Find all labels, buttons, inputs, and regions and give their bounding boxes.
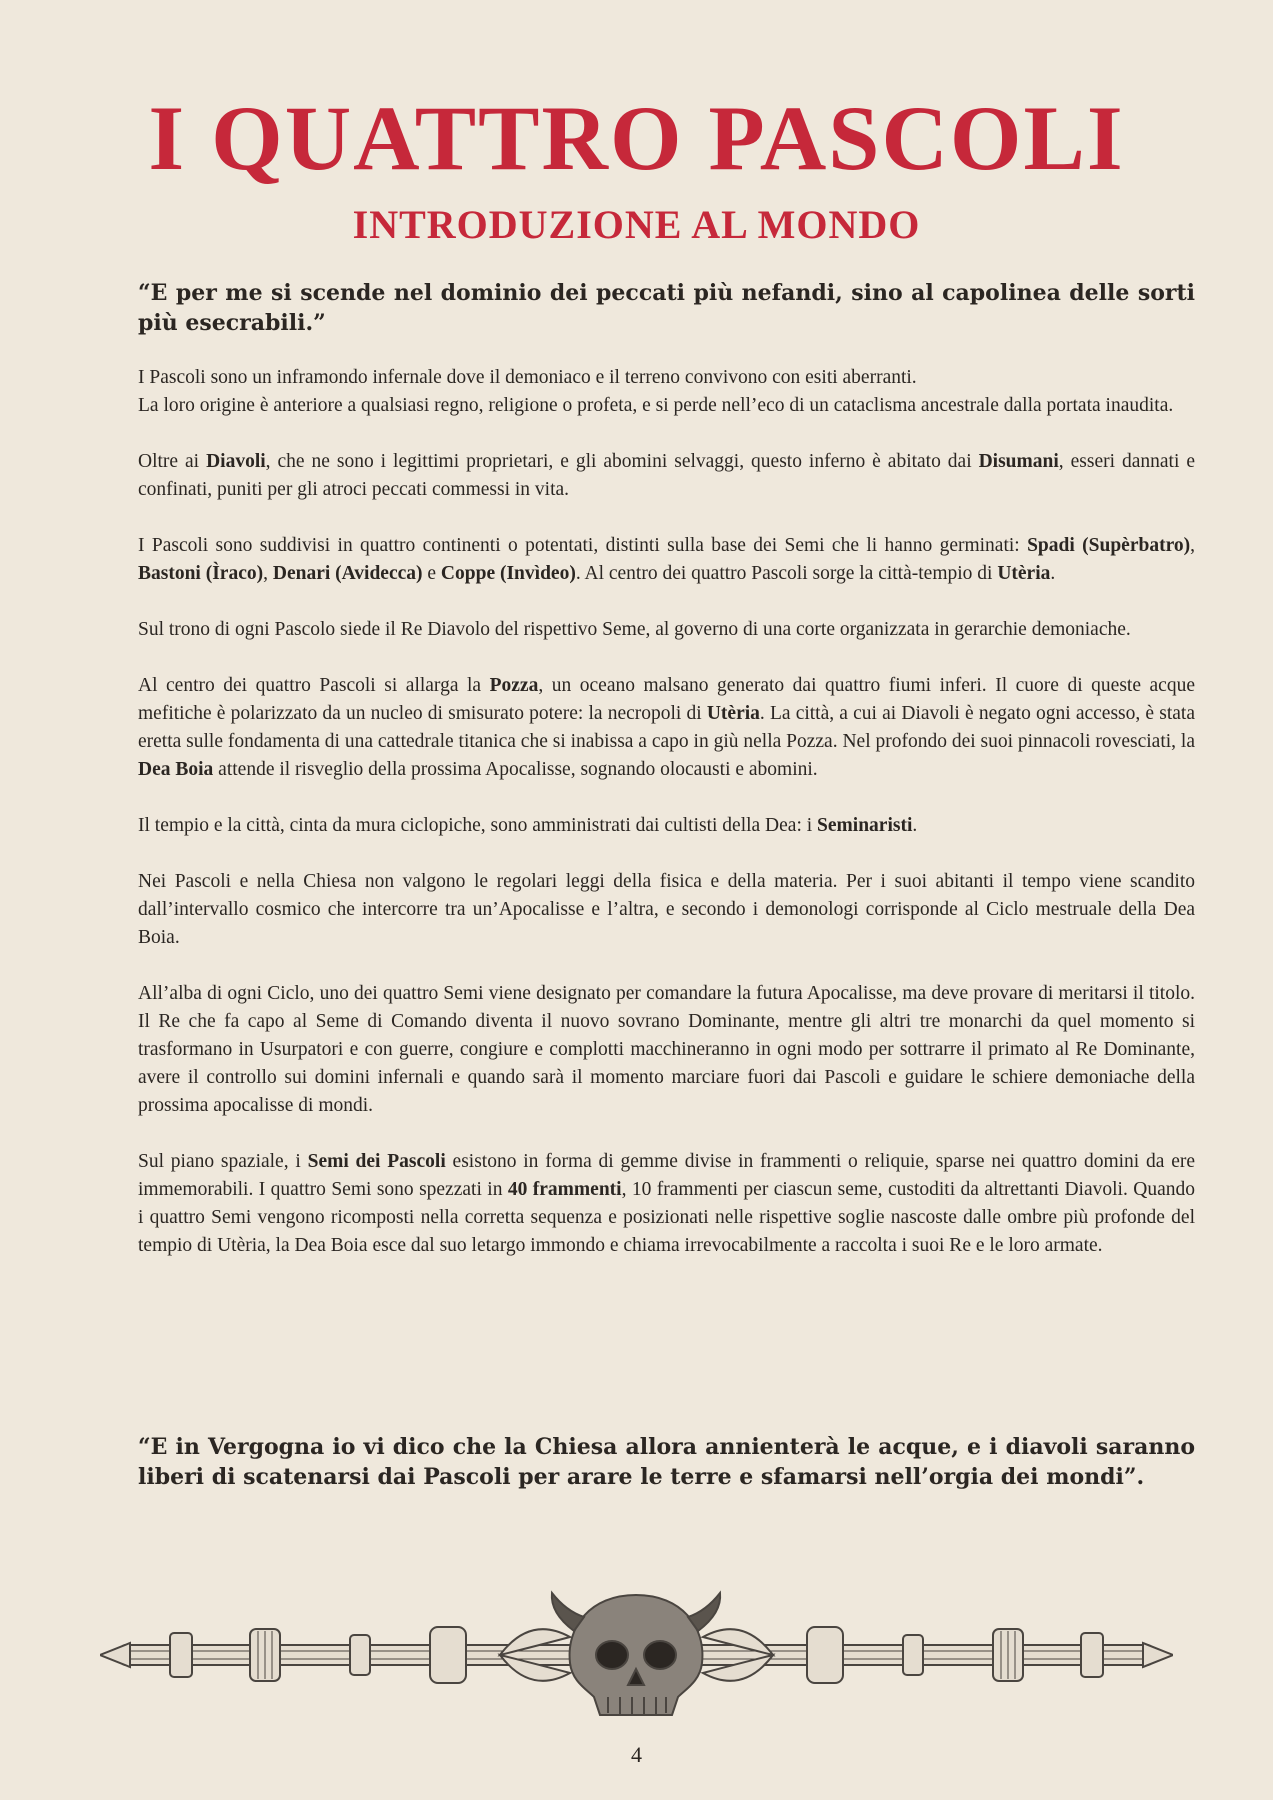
text-run: La loro origine è anteriore a qualsiasi regno, religione o profeta, e si perde nell’eco di un cataclisma ancestrale dalla portata inaudita. bbox=[138, 395, 1174, 416]
page-title: I QUATTRO PASCOLI bbox=[148, 87, 1125, 189]
text-run: Al centro dei quattro Pascoli si allarga la bbox=[138, 675, 490, 696]
bold-term: Utèria bbox=[997, 563, 1051, 584]
bold-term: Semi dei Pascoli bbox=[307, 1151, 446, 1172]
text-run: . La città, a cui ai Diavoli è negato ogni accesso, è stata eretta sulle fondamenta di una cattedrale titanica che si inabissa a capo in giù nella Pozza. Nel profondo dei suoi pinnacoli rovesciati, la bbox=[138, 703, 1195, 752]
bold-term: Seminaristi bbox=[817, 815, 913, 836]
bold-term: Pozza bbox=[489, 675, 539, 696]
body-paragraph bbox=[138, 672, 1195, 784]
page-number: 4 bbox=[631, 1742, 642, 1767]
text-run: I Pascoli sono un inframondo infernale dove il demoniaco e il terreno convivono con esiti aberranti. bbox=[138, 367, 917, 388]
body-paragraph bbox=[138, 532, 1195, 588]
text-run: attende il risveglio della prossima Apocalisse, sognando olocausti e abomini. bbox=[213, 759, 818, 780]
bold-term: Bastoni (Ìraco) bbox=[138, 563, 264, 584]
text-run: . bbox=[1050, 563, 1056, 584]
text-run: , esseri dannati e confinati, puniti per gli atroci peccati commessi in vita. bbox=[138, 451, 1195, 500]
bold-term: Spadi (Supèrbatro) bbox=[1027, 535, 1191, 556]
text-run: , bbox=[1190, 535, 1195, 556]
text-run: , che ne sono i legittimi proprietari, e gli abomini selvaggi, questo inferno è abitato dai bbox=[265, 451, 979, 472]
bold-term: Utèria bbox=[706, 703, 760, 724]
bold-term: 40 frammenti bbox=[507, 1179, 622, 1200]
text-run: I Pascoli sono suddivisi in quattro continenti o potentati, distinti sulla base dei Semi che li hanno germinati: bbox=[138, 535, 1028, 556]
body-paragraph bbox=[138, 616, 1195, 644]
bold-term: Denari (Avidecca) bbox=[272, 563, 423, 584]
text-run: Sul trono di ogni Pascolo siede il Re Diavolo del rispettivo Seme, al governo di una corte organizzata in gerarchie demoniache. bbox=[138, 619, 1131, 640]
body-paragraph bbox=[138, 812, 1195, 840]
closing-quote: “E in Vergogna io vi dico che la Chiesa allora annienterà le acque, e i diavoli saranno liberi di scatenarsi dai Pascoli per arare le terre e sfamarsi nell’orgia dei mondi”. bbox=[138, 1434, 1195, 1490]
text-run: , bbox=[263, 563, 273, 584]
bold-term: Diavoli bbox=[206, 451, 266, 472]
bold-term: Coppe (Invìdeo) bbox=[440, 563, 576, 584]
bold-term: Disumani bbox=[978, 451, 1059, 472]
text-run: Oltre ai bbox=[138, 451, 207, 472]
text-run: Sul piano spaziale, i bbox=[138, 1151, 308, 1172]
skull-staff-ornament-icon bbox=[100, 1585, 1173, 1725]
text-run: . bbox=[912, 815, 918, 836]
body-paragraph bbox=[138, 364, 1195, 420]
text-run: . Al centro dei quattro Pascoli sorge la città-tempio di bbox=[575, 563, 998, 584]
text-run: , 10 frammenti per ciascun seme, custoditi da altrettanti Diavoli. Quando i quattro Semi vengono ricomposti nella corretta sequenza e posizionati nelle rispettive soglie nascoste dalle ombre più profonde del tempio di Utèria, la Dea Boia esce dal suo letargo immondo e chiama irrevocabilmente a raccolta i suoi Re e le loro armate. bbox=[138, 1179, 1195, 1256]
text-run: All’alba di ogni Ciclo, uno dei quattro Semi viene designato per comandare la futura Apocalisse, ma deve provare di meritarsi il titolo. Il Re che fa capo al Seme di Comando diventa il nuovo sovrano Dominante, mentre gli altri tre monarchi da quel momento si trasformano in Usurpatori e con guerre, congiure e complotti macchineranno in ogni modo per sottrarre il primato al Re Dominante, avere il controllo sui domini infernali e quando sarà il momento marciare fuori dai Pascoli e guidare le schiere demoniache della prossima apocalisse di mondi. bbox=[138, 983, 1195, 1116]
body-paragraph bbox=[138, 448, 1195, 504]
page-subtitle: INTRODUZIONE AL MONDO bbox=[352, 202, 921, 247]
text-run: esistono in forma di gemme divise in frammenti o reliquie, sparse nei quattro domini da ere immemorabili. I quattro Semi sono spezzati in bbox=[138, 1151, 1195, 1200]
text-run: Il tempio e la città, cinta da mura ciclopiche, sono amministrati dai cultisti della Dea: i bbox=[138, 815, 818, 836]
body-text bbox=[138, 364, 1195, 1288]
text-run: , un oceano malsano generato dai quattro fiumi inferi. Il cuore di queste acque mefitiche è polarizzato da un nucleo di smisurato potere: la necropoli di bbox=[138, 675, 1195, 724]
body-paragraph bbox=[138, 1148, 1195, 1260]
bold-term: Dea Boia bbox=[138, 759, 214, 780]
body-paragraph bbox=[138, 980, 1195, 1120]
body-paragraph bbox=[138, 868, 1195, 952]
text-run: e bbox=[422, 563, 441, 584]
text-run: Nei Pascoli e nella Chiesa non valgono le regolari leggi della fisica e della materia. Per i suoi abitanti il tempo viene scandito dall’intervallo cosmico che intercorre tra un’Apocalisse e l’altra, e secondo i demonologi corrisponde al Ciclo mestruale della Dea Boia. bbox=[138, 871, 1195, 948]
opening-quote: “E per me si scende nel dominio dei peccati più nefandi, sino al capolinea delle sorti più esecrabili.” bbox=[138, 280, 1195, 336]
